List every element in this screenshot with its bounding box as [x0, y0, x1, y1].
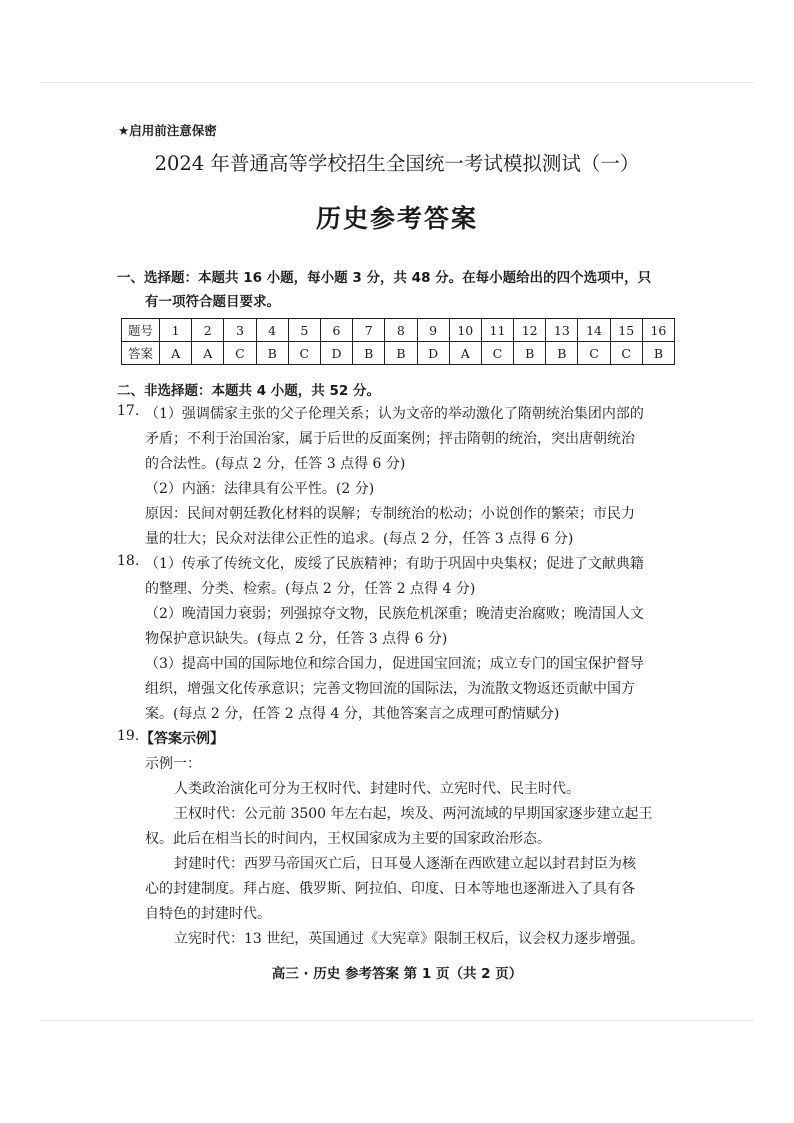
question-number: 1 — [160, 319, 192, 342]
answer-cell: B — [514, 342, 546, 365]
q18-line: 组织，增强文化传承意识；完善文物回流的国际法，为流散文物返还贡献中国方 — [145, 681, 635, 697]
table-row-answers — [122, 342, 675, 365]
answer-cell: C — [578, 342, 610, 365]
q18-line: 物保护意识缺失。(每点 2 分，任答 3 点得 6 分) — [145, 631, 448, 647]
question-number: 16 — [642, 319, 674, 342]
question-number: 11 — [481, 319, 513, 342]
question-number: 8 — [385, 319, 417, 342]
confidential-notice: ★启用前注意保密 — [118, 123, 217, 138]
answer-cell: B — [385, 342, 417, 365]
section1-heading-line1: 一、选择题：本题共 16 小题，每小题 3 分，共 48 分。在每小题给出的四个选项中，只 — [117, 270, 652, 286]
answer-cell: C — [224, 342, 256, 365]
question-18-number: 18. — [117, 553, 140, 569]
q18-line: 案。(每点 2 分，任答 2 点得 4 分，其他答案言之成理可酌情赋分) — [145, 706, 560, 722]
q17-line: 原因：民间对朝廷教化材料的误解；专制统治的松动；小说创作的繁荣；市民力 — [145, 506, 635, 522]
q17-line: （1）强调儒家主张的父子伦理关系；认为文帝的举动激化了隋朝统治集团内部的 — [145, 406, 644, 422]
q19-line: 人类政治演化可分为王权时代、封建时代、立宪时代、民主时代。 — [174, 781, 580, 797]
q18-line: （2）晚清国力衰弱；列强掠夺文物，民族危机深重；晚清吏治腐败；晚清国人文 — [145, 606, 644, 622]
q19-line: 自特色的封建时代。 — [145, 906, 271, 922]
q19-line: 封建时代：西罗马帝国灭亡后，日耳曼人逐渐在西欧建立起以封君封臣为核 — [174, 856, 636, 872]
question-19-number: 19. — [117, 728, 140, 744]
section1-heading-line2: 有一项符合题目要求。 — [145, 294, 280, 310]
document-title: 历史参考答案 — [315, 204, 478, 233]
row-header-answer: 答案 — [122, 342, 160, 365]
scan-border-top — [40, 82, 754, 83]
question-number: 9 — [417, 319, 449, 342]
q17-line: 矛盾；不利于治国治家，属于后世的反面案例；抨击隋朝的统治，突出唐朝统治 — [145, 431, 635, 447]
q17-line: （2）内涵：法律具有公平性。(2 分) — [145, 481, 375, 497]
scan-border-bottom — [40, 1020, 754, 1021]
question-number: 6 — [320, 319, 352, 342]
q17-line: 的合法性。(每点 2 分，任答 3 点得 6 分) — [145, 456, 406, 472]
answer-table — [121, 318, 675, 365]
question-number: 12 — [514, 319, 546, 342]
answer-cell: D — [320, 342, 352, 365]
answer-cell: C — [610, 342, 642, 365]
answer-cell: C — [481, 342, 513, 365]
question-number: 5 — [288, 319, 320, 342]
q19-line: 心的封建制度。拜占庭、俄罗斯、阿拉伯、印度、日本等地也逐渐进入了具有各 — [145, 881, 635, 897]
answer-cell: B — [546, 342, 578, 365]
page-footer: 高三 · 历史 参考答案 第 1 页（共 2 页） — [271, 966, 523, 982]
q19-line: 权。此后在相当长的时间内，王权国家成为主要的国家政治形态。 — [145, 831, 551, 847]
row-header-number: 题号 — [122, 319, 160, 342]
answer-cell: A — [160, 342, 192, 365]
q17-line: 量的壮大；民众对法律公正性的追求。(每点 2 分，任答 3 点得 6 分) — [145, 531, 574, 547]
section2-heading: 二、非选择题：本题共 4 小题，共 52 分。 — [117, 383, 380, 399]
q18-line: 的整理、分类、检索。(每点 2 分，任答 2 点得 4 分) — [145, 581, 476, 597]
answer-cell: B — [256, 342, 288, 365]
answer-cell: B — [353, 342, 385, 365]
answer-cell: A — [449, 342, 481, 365]
table-row-numbers — [122, 319, 675, 342]
question-number: 4 — [256, 319, 288, 342]
answer-example-heading: 【答案示例】 — [140, 731, 224, 747]
example-label: 示例一： — [145, 756, 201, 772]
answer-cell: B — [642, 342, 674, 365]
question-17-number: 17. — [117, 403, 140, 419]
answer-cell: D — [417, 342, 449, 365]
exam-title: 2024 年普通高等学校招生全国统一考试模拟测试（一） — [154, 152, 640, 175]
answer-cell: C — [288, 342, 320, 365]
question-number: 3 — [224, 319, 256, 342]
q18-line: （1）传承了传统文化，废绥了民族精神；有助于巩固中央集权；促进了文献典籍 — [145, 556, 644, 572]
question-number: 15 — [610, 319, 642, 342]
q19-line: 立宪时代：13 世纪，英国通过《大宪章》限制王权后，议会权力逐步增强。 — [174, 931, 645, 947]
question-number: 10 — [449, 319, 481, 342]
question-number: 13 — [546, 319, 578, 342]
question-number: 2 — [192, 319, 224, 342]
question-number: 14 — [578, 319, 610, 342]
answer-cell: A — [192, 342, 224, 365]
q18-line: （3）提高中国的国际地位和综合国力，促进国宝回流；成立专门的国宝保护督导 — [145, 656, 644, 672]
question-number: 7 — [353, 319, 385, 342]
q19-line: 王权时代：公元前 3500 年左右起，埃及、两河流域的早期国家逐步建立起王 — [174, 806, 653, 822]
